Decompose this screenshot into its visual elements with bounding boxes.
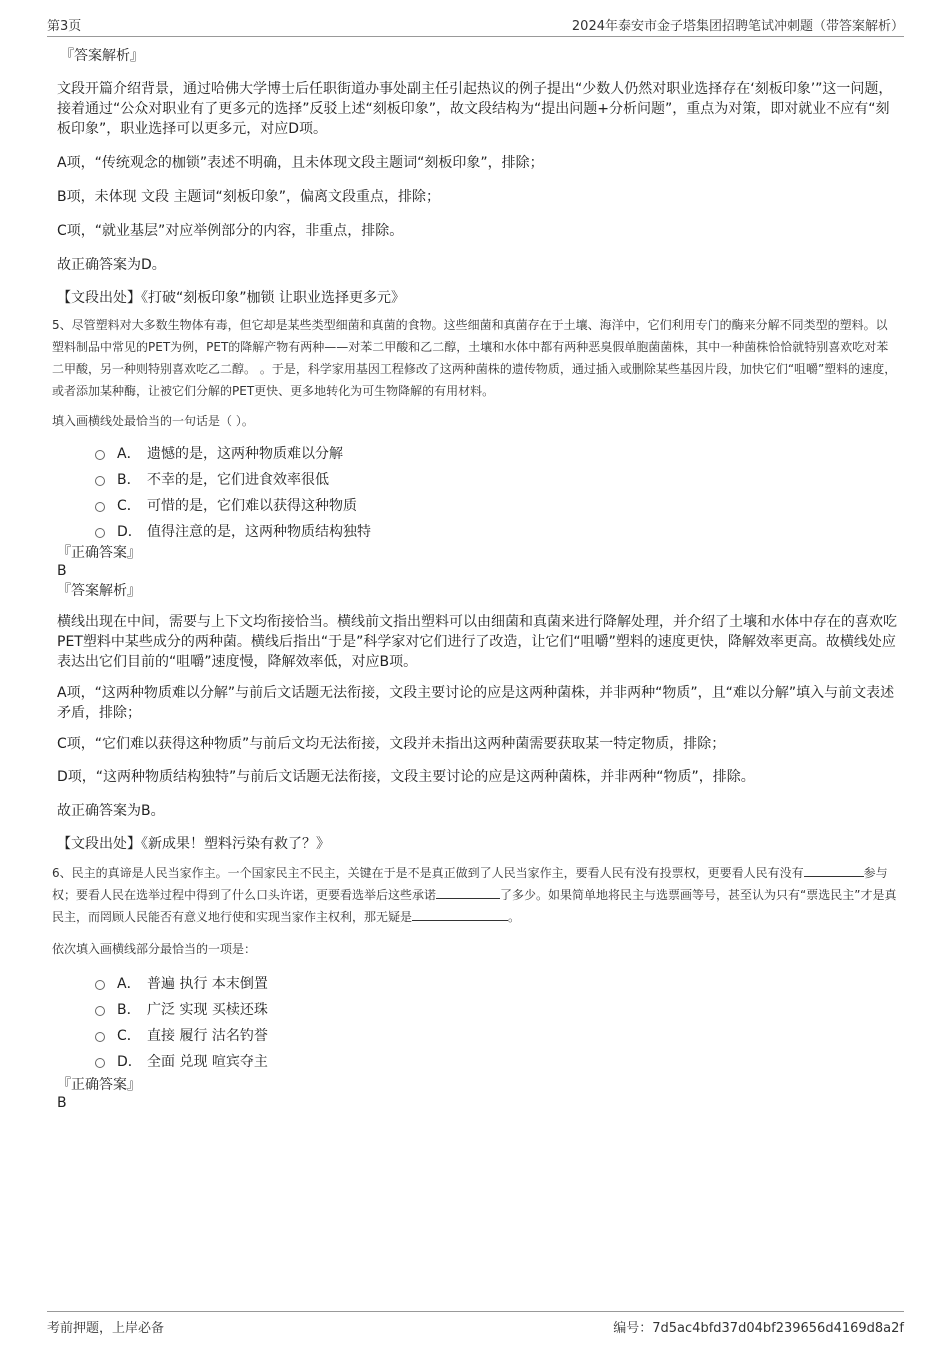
q5-prompt: 填入画横线处最恰当的一句话是（ ）。 [52,414,254,428]
q4-analysis-label: 『答案解析』 [60,48,144,64]
q5-answer-label: 『正确答案』 [57,545,141,561]
q4-analysis-para-5: 故正确答案为D。 [57,257,166,273]
q5-option-a[interactable]: A． 遗憾的是，这两种物质难以分解 [95,440,897,466]
radio-icon[interactable] [95,450,105,460]
q5-question: 5、尽管塑料对大多数生物体有毒，但它却是某些类型细菌和真菌的食物。这些细菌和真菌存在于土壤、海洋中，它们利用专门的酶来分解不同类型的塑料。以塑料制品中常见的PET为例，PET的降解产物有两种——对苯二甲酸和乙二醇，土壤和水体中都有两种恶臭假单胞菌菌株，其中一种菌株恰恰就特别喜欢吃对苯二甲酸，另一种则特别喜欢吃乙二醇。 。于是，科学家用基因工程修改了这两种菌株的遗传物质，通过插入或删除某些基因片段，加快它们“咀嚼”塑料的速度，或者添加某种酶，让被它们分解的PET更快、更多地转化为可生物降解的有用材料。 [52,318,897,398]
q6-options [95,970,897,1074]
page-header [47,14,904,37]
footer-slogan: 考前押题，上岸必备 [47,1321,165,1336]
radio-icon[interactable] [95,1032,105,1042]
q4-source: 【文段出处】《打破“刻板印象”枷锁 让职业选择更多元》 [57,290,405,306]
page-number: 第3页 [47,19,82,34]
blank-2 [436,886,500,899]
q5-analysis-para-3: C项，“它们难以获得这种物质”与前后文均无法衔接，文段并未指出这两种菌需要获取某一特定物质，排除； [57,736,726,752]
q5-option-d[interactable]: D． 值得注意的是，这两种物质结构独特 [95,518,897,544]
document-title: 2024年泰安市金子塔集团招聘笔试冲刺题（带答案解析） [571,19,904,34]
q5-analysis-para-5: 故正确答案为B。 [57,803,165,819]
page-footer [47,1311,904,1336]
q5-analysis-para-4: D项，“这两种物质结构独特”与前后文话题无法衔接，文段主要讨论的应是这两种菌株，并非两种“物质”，排除。 [57,769,755,785]
radio-icon[interactable] [95,980,105,990]
radio-icon[interactable] [95,476,105,486]
q6-option-c[interactable]: C． 直接 履行 沽名钓誉 [95,1022,897,1048]
q4-analysis-para-1: 文段开篇介绍背景，通过哈佛大学博士后任职街道办事处副主任引起热议的例子提出“少数人仍然对职业选择存在‘刻板印象’”这一问题，接着通过“公众对职业有了更多元的选择”反驳上述“刻板印象”，故文段结构为“提出问题+分析问题”，重点为对策，即对就业不应有“刻板印象”，职业选择可以更多元，对应D项。 [57,81,893,137]
q6-answer-label: 『正确答案』 [57,1077,141,1093]
q5-option-c[interactable]: C． 可惜的是，它们难以获得这种物质 [95,492,897,518]
blank-1 [804,864,864,877]
q6-answer: B [57,1095,67,1111]
q5-source: 【文段出处】《新成果！塑料污染有救了？》 [57,836,330,852]
q6-prompt: 依次填入画横线部分最恰当的一项是： [52,942,257,956]
radio-icon[interactable] [95,528,105,538]
document-code: 编号：7d5ac4bfd37d04bf239656d4169d8a2f [613,1321,904,1336]
q5-analysis-label: 『答案解析』 [57,583,141,599]
q5-analysis-para-1: 横线出现在中间，需要与上下文均衔接恰当。横线前文指出塑料可以由细菌和真菌来进行降解处理，并介绍了土壤和水体中存在的喜欢吃PET塑料中某些成分的两种菌。横线后指出“于是”科学家对它们进行了改造，让它们“咀嚼”塑料的速度更快，降解效率更高。故横线处应表达出它们目前的“咀嚼”速度慢，降解效率低，对应B项。 [57,614,897,670]
q4-analysis-para-3: B项，未体现 文段 主题词“刻板印象”，偏离文段重点，排除； [57,189,441,205]
q5-option-b[interactable]: B． 不幸的是，它们进食效率很低 [95,466,897,492]
q4-analysis-para-2: A项，“传统观念的枷锁”表述不明确，且未体现文段主题词“刻板印象”，排除； [57,155,544,171]
q5-options [95,440,897,544]
q4-analysis-para-4: C项，“就业基层”对应举例部分的内容，非重点，排除。 [57,223,404,239]
radio-icon[interactable] [95,1058,105,1068]
blank-3 [412,908,508,921]
q6-option-d[interactable]: D． 全面 兑现 喧宾夺主 [95,1048,897,1074]
radio-icon[interactable] [95,1006,105,1016]
page-content [52,45,897,1112]
q6-option-a[interactable]: A． 普遍 执行 本末倒置 [95,970,897,996]
q6-option-b[interactable]: B． 广泛 实现 买椟还珠 [95,996,897,1022]
radio-icon[interactable] [95,502,105,512]
q5-answer: B [57,563,67,579]
q5-analysis-para-2: A项，“这两种物质难以分解”与前后文话题无法衔接，文段主要讨论的应是这两种菌株，并非两种“物质”，且“难以分解”填入与前文表述矛盾，排除； [57,685,895,721]
q6-question: 6、民主的真谛是人民当家作主。一个国家民主不民主，关键在于是不是真正做到了人民当家作主，要看人民有没有投票权，更要看人民有没有 参与权；要看人民在选举过程中得到了什么口头许诺，更要看选举后这些承诺 了多少。如果简单地将民主与选票画等号，甚至认为只有“票选民主”才是真民主，而罔顾人民能否有意义地行使和实现当家作主权利，那无疑是 。 [52,866,897,924]
